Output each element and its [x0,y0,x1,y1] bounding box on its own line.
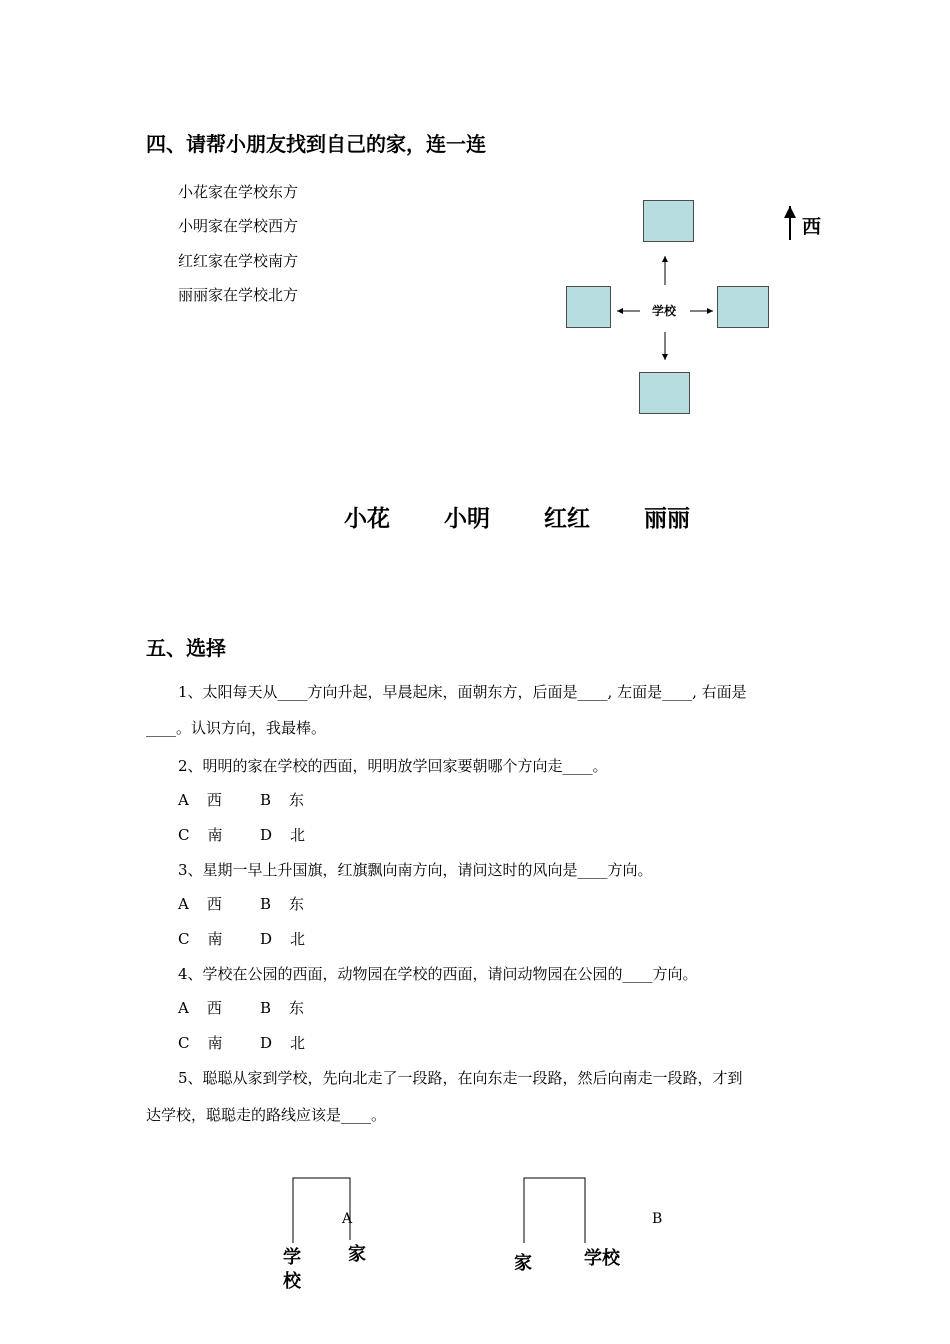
option-c[interactable]: C 南 [178,930,223,948]
option-c[interactable]: C 南 [178,826,223,844]
statement-1: 小花家在学校东方 [178,183,299,201]
option-d[interactable]: D 北 [260,826,306,844]
statement-4: 丽丽家在学校北方 [178,286,299,304]
section-5-title: 五、选择 [146,636,226,660]
question-3: 3、星期一早上升国旗，红旗飘向南方向，请问这时的风向是____方向。 [178,861,653,879]
option-a[interactable]: A 西 [178,895,222,913]
option-b[interactable]: B 东 [260,999,305,1017]
section-4-title: 四、请帮小朋友找到自己的家，连一连 [146,132,486,156]
option-d[interactable]: D 北 [260,930,306,948]
route-b-school: 学校 [584,1248,620,1269]
statement-3: 红红家在学校南方 [178,252,299,270]
question-1-line-1: 1、太阳每天从____方向升起，早晨起床，面朝东方，后面是____, 左面是____, 右面是 [178,683,747,701]
name-xiaohua[interactable]: 小花 [344,506,390,532]
name-honghong[interactable]: 红红 [544,506,591,532]
route-b-letter[interactable]: B [652,1211,663,1227]
school-label: 学校 [652,304,677,318]
route-b-home: 家 [514,1253,532,1274]
route-a-home: 家 [348,1244,366,1265]
question-2: 2、明明的家在学校的西面，明明放学回家要朝哪个方向走____。 [178,757,608,775]
route-b-path [524,1178,585,1243]
option-a[interactable]: A 西 [178,791,222,809]
question-4: 4、学校在公园的西面，动物园在学校的西面，请问动物园在公园的____方向。 [178,965,698,983]
route-a-letter[interactable]: A [342,1211,353,1227]
option-c[interactable]: C 南 [178,1034,223,1052]
route-a-school-top: 学 [283,1247,301,1268]
option-a[interactable]: A 西 [178,999,222,1017]
route-a-school-bottom: 校 [283,1271,301,1292]
question-5-line-2: 达学校，聪聪走的路线应该是____。 [146,1106,387,1124]
name-xiaoming[interactable]: 小明 [444,506,491,532]
option-b[interactable]: B 东 [260,895,305,913]
question-5-line-1: 5、聪聪从家到学校，先向北走了一段路，在向东走一段路，然后向南走一段路，才到 [178,1069,743,1087]
statement-2: 小明家在学校西方 [178,217,299,235]
question-1-line-2: ____。认识方向，我最棒。 [146,719,327,737]
direction-label: 西 [802,216,822,238]
option-d[interactable]: D 北 [260,1034,306,1052]
option-b[interactable]: B 东 [260,791,305,809]
name-lili[interactable]: 丽丽 [644,506,691,532]
